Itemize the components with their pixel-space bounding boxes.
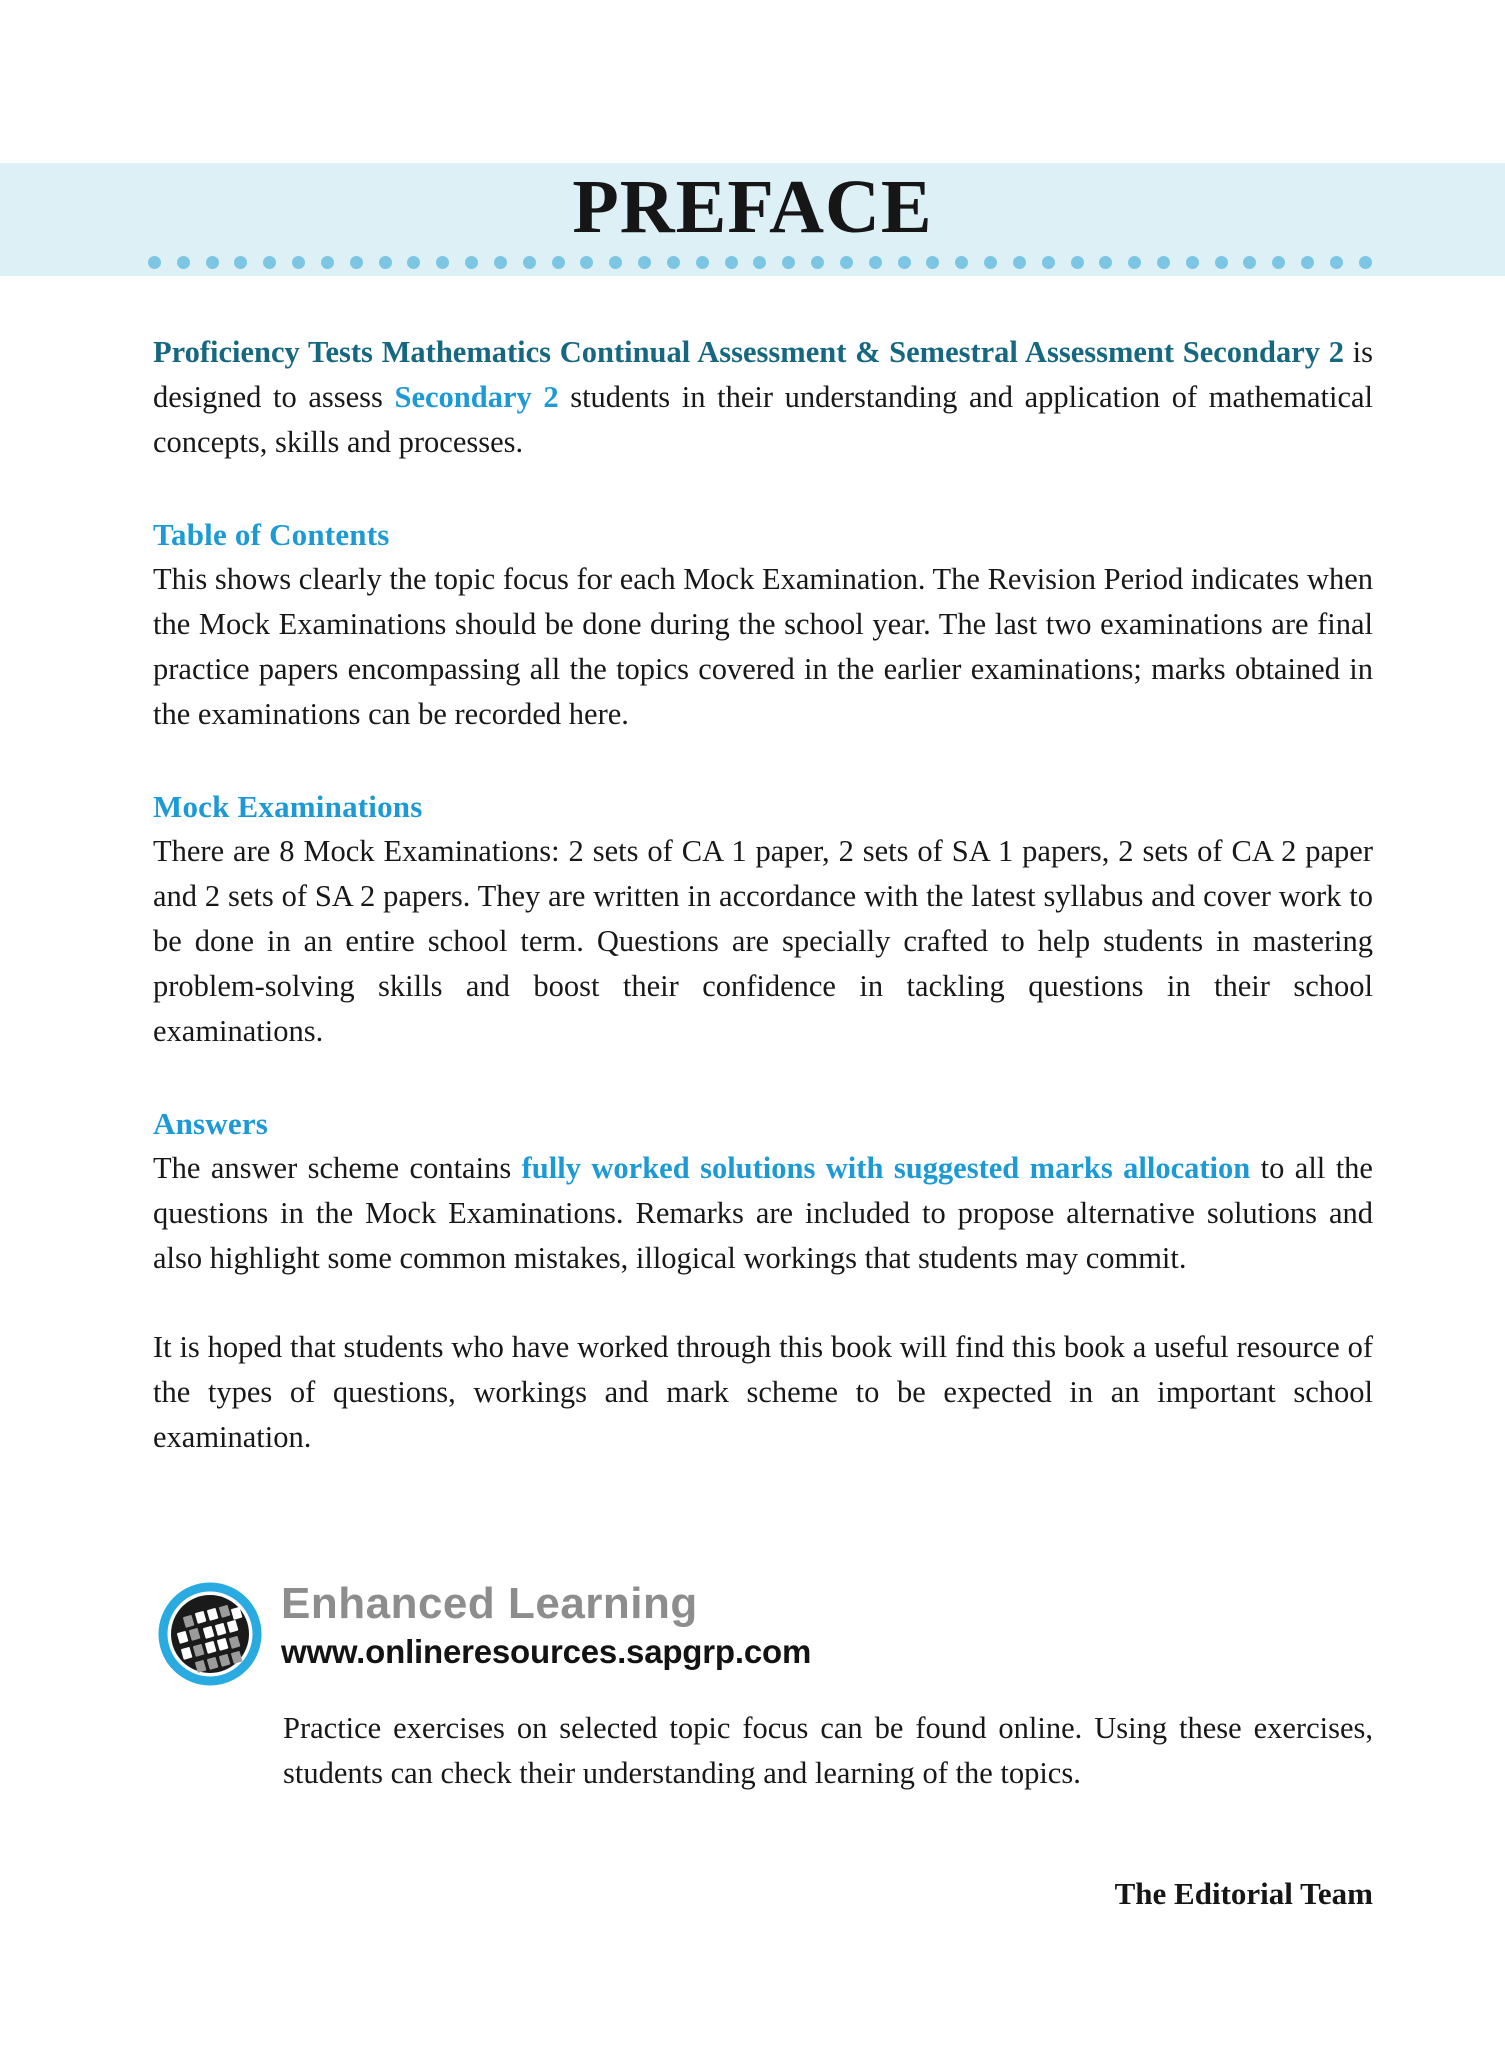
intro-tail-text: students in their understanding and application of mathematical concepts, skills and processes. — [153, 380, 1374, 459]
section-body-answers — [153, 1146, 1373, 1281]
decorative-dot — [552, 256, 565, 269]
decorative-dot — [609, 256, 622, 269]
decorative-dot — [1272, 256, 1285, 269]
preface-header-band — [0, 163, 1505, 276]
spacer — [153, 737, 1373, 785]
enhanced-learning-block — [153, 1578, 1373, 1796]
decorative-dot — [753, 256, 766, 269]
decorative-dot — [234, 256, 247, 269]
decorative-dot — [1330, 256, 1343, 269]
decorative-dot — [638, 256, 651, 269]
decorative-dot — [984, 256, 997, 269]
enhanced-learning-body: Practice exercises on selected topic focus can be found online. Using these exercises, students can check their understanding and learning of the topics. — [283, 1711, 1373, 1790]
decorative-dot — [782, 256, 795, 269]
decorative-dot — [869, 256, 882, 269]
filmstrip-circle-logo-icon — [158, 1582, 262, 1686]
editorial-team-signature: The Editorial Team — [1114, 1876, 1373, 1911]
decorative-dot — [1186, 256, 1199, 269]
decorative-dot — [177, 256, 190, 269]
decorative-dot — [1099, 256, 1112, 269]
decorative-dot — [494, 256, 507, 269]
decorative-dot — [1243, 256, 1256, 269]
decorative-dot — [696, 256, 709, 269]
intro-highlight: Secondary 2 — [394, 380, 559, 414]
spacer — [153, 1281, 1373, 1325]
decorative-dot — [1128, 256, 1141, 269]
decorative-dot — [898, 256, 911, 269]
intro-book-title: Proficiency Tests Mathematics Continual Assessment & Semestral Assessment Secondary 2 — [153, 335, 1344, 369]
answers-lead-text: The answer scheme contains — [153, 1151, 522, 1185]
decorative-dot — [1013, 256, 1026, 269]
decorative-dot — [350, 256, 363, 269]
decorative-dot — [1071, 256, 1084, 269]
intro-paragraph — [153, 330, 1373, 465]
decorative-dot — [1157, 256, 1170, 269]
enhanced-learning-header — [153, 1578, 1373, 1690]
section-heading-answers: Answers — [153, 1106, 269, 1141]
enhanced-learning-url[interactable]: www.onlineresources.sapgrp.com — [281, 1633, 812, 1670]
decorative-dot — [206, 256, 219, 269]
decorative-dot — [148, 256, 161, 269]
answers-highlight: fully worked solutions with suggested marks allocation — [521, 1151, 1251, 1185]
decorative-dot — [1301, 256, 1314, 269]
answers-tail-text: to all the questions in the Mock Examinations. Remarks are included to propose alternative solutions and also highlight some common mistakes, illogical workings that students may commit. — [153, 1151, 1373, 1275]
decorative-dot — [667, 256, 680, 269]
closing-paragraph: It is hoped that students who have worked through this book will find this book a useful resource of the types of questions, workings and mark scheme to be expected in an important school examination. — [153, 1330, 1373, 1454]
page-title: PREFACE — [572, 165, 933, 249]
decorative-dot — [263, 256, 276, 269]
spacer — [153, 465, 1373, 513]
decorative-dot — [292, 256, 305, 269]
decorative-dot — [840, 256, 853, 269]
spacer — [153, 1054, 1373, 1102]
decorative-dot — [1042, 256, 1055, 269]
decorative-dot — [1215, 256, 1228, 269]
enhanced-learning-text — [281, 1578, 811, 1672]
intro-mid-text: is designed to assess — [153, 335, 1373, 414]
section-body-table-of-contents: This shows clearly the topic focus for each Mock Examination. The Revision Period indicates when the Mock Examinations should be done during the school year. The last two examinations are final practice papers encompassing all the topics covered in the earlier examinations; marks obtained in the examinations can be recorded here. — [153, 562, 1373, 731]
decorative-dot — [407, 256, 420, 269]
decorative-dot — [955, 256, 968, 269]
decorative-dot — [580, 256, 593, 269]
decorative-dot — [436, 256, 449, 269]
decorative-dot — [523, 256, 536, 269]
section-heading-table-of-contents: Table of Contents — [153, 517, 390, 552]
section-heading-mock-examinations: Mock Examinations — [153, 789, 423, 824]
decorative-dot — [1359, 256, 1372, 269]
decorative-dot — [811, 256, 824, 269]
decorative-dot — [725, 256, 738, 269]
decorative-dot-row — [148, 255, 1372, 269]
decorative-dot — [321, 256, 334, 269]
decorative-dot — [926, 256, 939, 269]
decorative-dot — [379, 256, 392, 269]
section-body-mock-examinations: There are 8 Mock Examinations: 2 sets of CA 1 paper, 2 sets of SA 1 papers, 2 sets of CA 2 paper and 2 sets of SA 2 papers. They are written in accordance with the latest syllabus and cover work to be done in an entire school term. Questions are specially crafted to help students in mastering problem-solving skills and boost their confidence in tackling questions in their school examinations. — [153, 834, 1373, 1048]
enhanced-learning-title: Enhanced Learning — [281, 1579, 698, 1628]
preface-body — [153, 330, 1373, 1460]
decorative-dot — [465, 256, 478, 269]
